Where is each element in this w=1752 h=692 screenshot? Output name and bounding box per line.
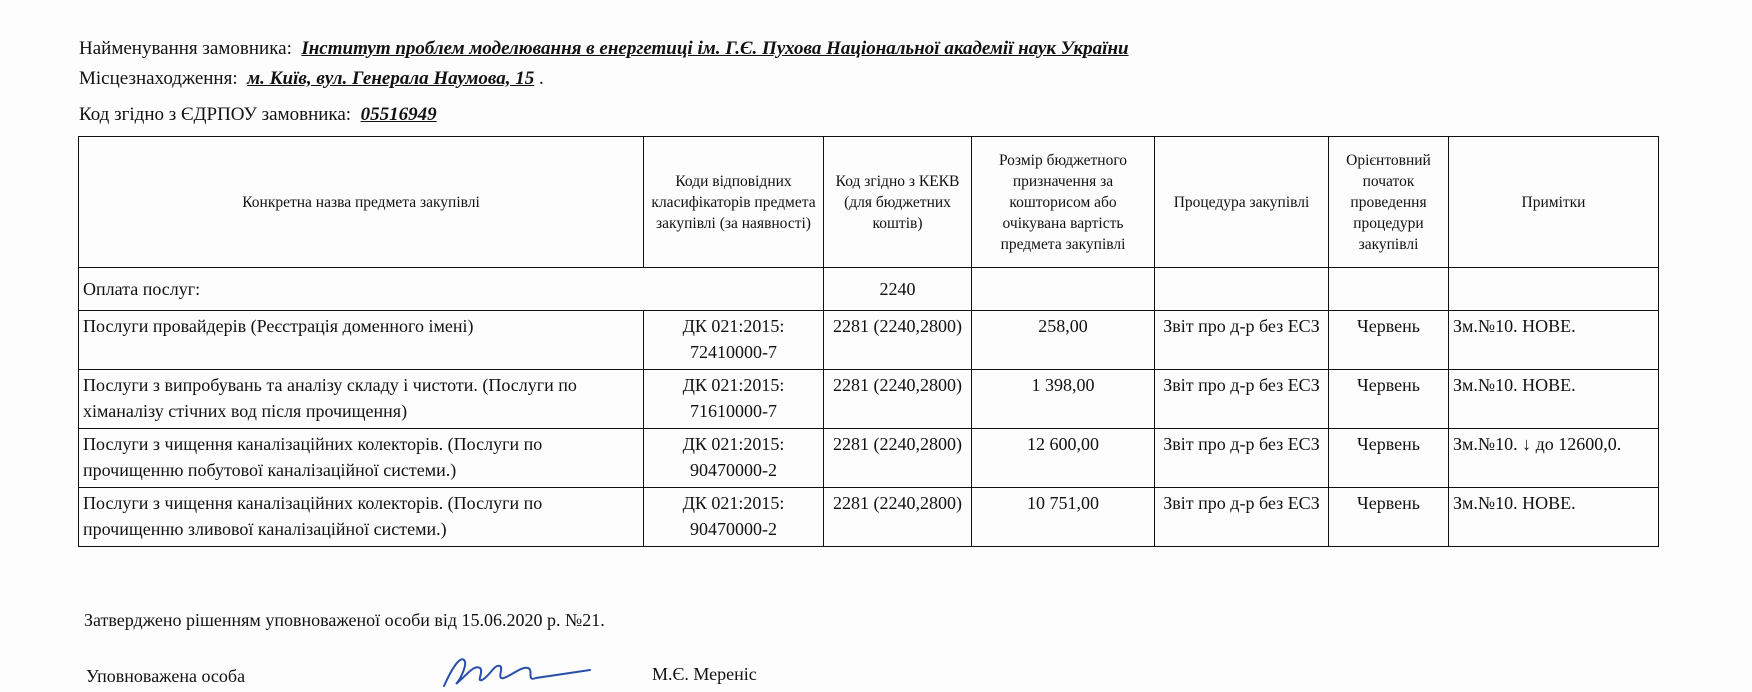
item-amount: 258,00: [972, 311, 1155, 370]
item-procedure: Звіт про д-р без ЕСЗ: [1155, 311, 1329, 370]
header-start: Орієнтовний початок проведення процедури закупівлі: [1329, 137, 1449, 268]
group-empty-cell: [972, 268, 1155, 311]
header-procedure: Процедура закупівлі: [1155, 137, 1329, 268]
customer-name-line: [79, 38, 1129, 60]
signature-mark: [430, 650, 610, 692]
item-start: Червень: [1329, 429, 1449, 488]
table-row: [79, 311, 1659, 370]
group-empty-cell: [1329, 268, 1449, 311]
group-empty-cell: [1449, 268, 1659, 311]
table-header-row: [79, 137, 1659, 268]
item-start: Червень: [1329, 311, 1449, 370]
customer-location-suffix: .: [538, 68, 544, 89]
group-label: Оплата послуг:: [79, 268, 824, 311]
table-row: [79, 370, 1659, 429]
customer-name-value: Інститут проблем моделювання в енергетиці ім. Г.Є. Пухова Національної академії наук України: [301, 38, 1129, 59]
item-procedure: Звіт про д-р без ЕСЗ: [1155, 370, 1329, 429]
group-row: [79, 268, 1659, 311]
item-name: Послуги з випробувань та аналізу складу і чистоти. (Послуги по хіманалізу стічних вод після прочищення): [79, 370, 644, 429]
item-note: Зм.№10. ↓ до 12600,0.: [1449, 429, 1659, 488]
customer-edrpou-value: 05516949: [360, 104, 437, 125]
item-procedure: Звіт про д-р без ЕСЗ: [1155, 488, 1329, 547]
header-notes: Примітки: [1449, 137, 1659, 268]
item-note: Зм.№10. НОВЕ.: [1449, 311, 1659, 370]
table-row: [79, 488, 1659, 547]
group-empty-cell: [1155, 268, 1329, 311]
customer-location-line: [79, 68, 544, 90]
authorized-person-name: М.Є. Мереніс: [652, 664, 757, 684]
group-kekv: 2240: [824, 268, 972, 311]
customer-edrpou-line: [79, 104, 437, 126]
customer-location-value: м. Київ, вул. Генерала Наумова, 15: [247, 68, 535, 89]
table-row: [79, 429, 1659, 488]
item-name: Послуги провайдерів (Реєстрація доменного імені): [79, 311, 644, 370]
item-note: Зм.№10. НОВЕ.: [1449, 370, 1659, 429]
item-note: Зм.№10. НОВЕ.: [1449, 488, 1659, 547]
item-classifier: ДК 021:2015: 72410000-7: [644, 311, 824, 370]
item-kekv: 2281 (2240,2800): [824, 429, 972, 488]
item-name: Послуги з чищення каналізаційних колекторів. (Послуги по прочищенню зливової каналізаційної системи.): [79, 488, 644, 547]
item-amount: 12 600,00: [972, 429, 1155, 488]
item-amount: 10 751,00: [972, 488, 1155, 547]
customer-edrpou-label: Код згідно з ЄДРПОУ замовника:: [79, 104, 352, 125]
header-item-name: Конкретна назва предмета закупівлі: [79, 137, 644, 268]
customer-location-label: Місцезнаходження:: [79, 68, 238, 89]
item-kekv: 2281 (2240,2800): [824, 370, 972, 429]
header-amount: Розмір бюджетного призначення за кошторисом або очікувана вартість предмета закупівлі: [972, 137, 1155, 268]
item-start: Червень: [1329, 488, 1449, 547]
header-classifier: Коди відповідних класифікаторів предмета закупівлі (за наявності): [644, 137, 824, 268]
item-classifier: ДК 021:2015: 90470000-2: [644, 429, 824, 488]
item-name: Послуги з чищення каналізаційних колекторів. (Послуги по прочищенню побутової каналізаційної системи.): [79, 429, 644, 488]
procurement-table: [78, 136, 1659, 547]
header-kekv: Код згідно з КЕКВ (для бюджетних коштів): [824, 137, 972, 268]
item-classifier: ДК 021:2015: 90470000-2: [644, 488, 824, 547]
item-kekv: 2281 (2240,2800): [824, 488, 972, 547]
item-kekv: 2281 (2240,2800): [824, 311, 972, 370]
item-amount: 1 398,00: [972, 370, 1155, 429]
approval-statement: Затверджено рішенням уповноваженої особи від 15.06.2020 р. №21.: [84, 610, 605, 630]
authorized-person-label: Уповноважена особа: [86, 666, 246, 686]
item-procedure: Звіт про д-р без ЕСЗ: [1155, 429, 1329, 488]
item-start: Червень: [1329, 370, 1449, 429]
customer-name-label: Найменування замовника:: [79, 38, 292, 59]
item-classifier: ДК 021:2015: 71610000-7: [644, 370, 824, 429]
